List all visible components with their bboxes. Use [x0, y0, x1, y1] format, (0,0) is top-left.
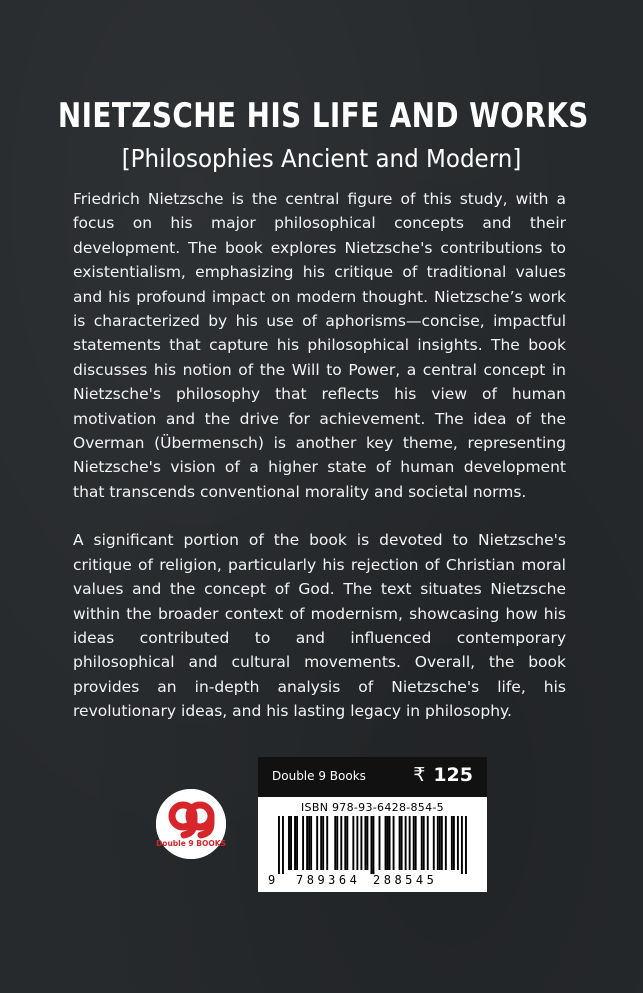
barcode-bar [340, 816, 342, 870]
barcode-bar [393, 816, 395, 870]
barcode-bar [356, 816, 358, 870]
price-amount: 125 [433, 764, 473, 786]
barcode-bar [336, 816, 338, 870]
barcode-bar [441, 816, 443, 870]
barcode-bar [445, 816, 447, 870]
book-title: NIETZSCHE HIS LIFE AND WORKS [57, 96, 589, 136]
barcode-bar [308, 816, 310, 870]
barcode-bar [346, 816, 348, 870]
publisher-name: Double 9 Books [272, 769, 366, 783]
barcode-bar [366, 816, 368, 870]
barcode-bar [278, 816, 280, 874]
barcode-bar [451, 816, 453, 870]
publisher-logo-graphic [156, 789, 226, 859]
barcode-bar [306, 816, 308, 870]
barcode-bar [423, 816, 425, 870]
barcode-box [258, 797, 487, 892]
barcode-bar [399, 816, 401, 870]
barcode-bar [405, 816, 407, 870]
barcode-bar [385, 816, 387, 870]
barcode-bar [334, 816, 336, 870]
price-strip [258, 757, 487, 797]
barcode-bar [433, 816, 435, 870]
barcode-bar [316, 816, 318, 870]
barcode-bar [415, 816, 417, 870]
barcode-digit-first: 9 [268, 873, 276, 887]
rupee-icon: ₹ [413, 764, 426, 786]
barcode-bar [461, 816, 463, 874]
book-subtitle: [Philosophies Ancient and Modern] [121, 144, 522, 173]
barcode-bar [387, 816, 389, 870]
barcode-bar [302, 816, 304, 870]
barcode-bar [290, 816, 292, 870]
barcode-digits-right: 288545 [373, 873, 438, 887]
barcode-bar [288, 816, 290, 870]
barcode-bar [413, 816, 415, 870]
blurb [73, 187, 566, 748]
barcode-bar [326, 816, 328, 870]
barcode-bar [344, 816, 346, 870]
barcode-bar [322, 816, 324, 870]
barcode-bar [421, 816, 423, 870]
barcode-bar [453, 816, 455, 870]
barcode-bar [401, 816, 403, 870]
barcode-bar [360, 816, 362, 870]
barcode-bar [296, 816, 298, 870]
barcode-bar [427, 816, 429, 870]
barcode-bar [409, 816, 411, 870]
barcode-bar [439, 816, 441, 870]
price [413, 764, 473, 786]
isbn-label: ISBN 978-93-6428-854-5 [301, 801, 444, 814]
barcode-bar [465, 816, 467, 874]
barcode-bar [310, 816, 312, 870]
logo-text: Double 9 BOOKS [156, 839, 226, 848]
barcode-bar [457, 816, 459, 870]
barcode-bar [294, 816, 296, 870]
barcode-bar [320, 816, 322, 870]
barcode-bar [373, 816, 375, 874]
barcode-bar [379, 816, 381, 870]
barcode-bar [282, 816, 284, 874]
barcode-bar [364, 816, 366, 870]
barcode-bar [437, 816, 439, 870]
barcode-bar [352, 816, 354, 870]
barcode-digits-left: 789364 [296, 873, 361, 887]
double-9-logo-icon [156, 789, 226, 859]
barcode-bar [370, 816, 372, 874]
blurb-paragraph-1: Friedrich Nietzsche is the central figure of this study, with a focus on his major philosophical concepts and their development. The book explores Nietzsche's contributions to existentialism, emphasizing his critique of traditional values and his profound impact on modern thought. Nietzsche’s work is characterized by his use of aphorisms—concise, impactful statements that capture his philosophical insights. The book discusses his notion of the Will to Power, a central concept in Nietzsche's philosophy that reflects his view of human motivation and the drive for achievement. The idea of the Overman (Übermensch) is another key theme, representing Nietzsche's vision of a higher state of human development that transcends conventional morality and societal norms. [73, 190, 566, 501]
barcode-bars-icon [278, 816, 467, 874]
barcode-bar [389, 816, 391, 870]
blurb-paragraph-2: A significant portion of the book is devoted to Nietzsche's critique of religion, particularly his rejection of Christian moral values and the concept of God. The text situates Nietzsche within the broader context of modernism, showcasing how his ideas contributed to and influenced contemporary philosophical and cultural movements. Overall, the book provides an in-depth analysis of Nietzsche's life, his revolutionary ideas, and his lasting legacy in philosophy. [73, 531, 566, 721]
